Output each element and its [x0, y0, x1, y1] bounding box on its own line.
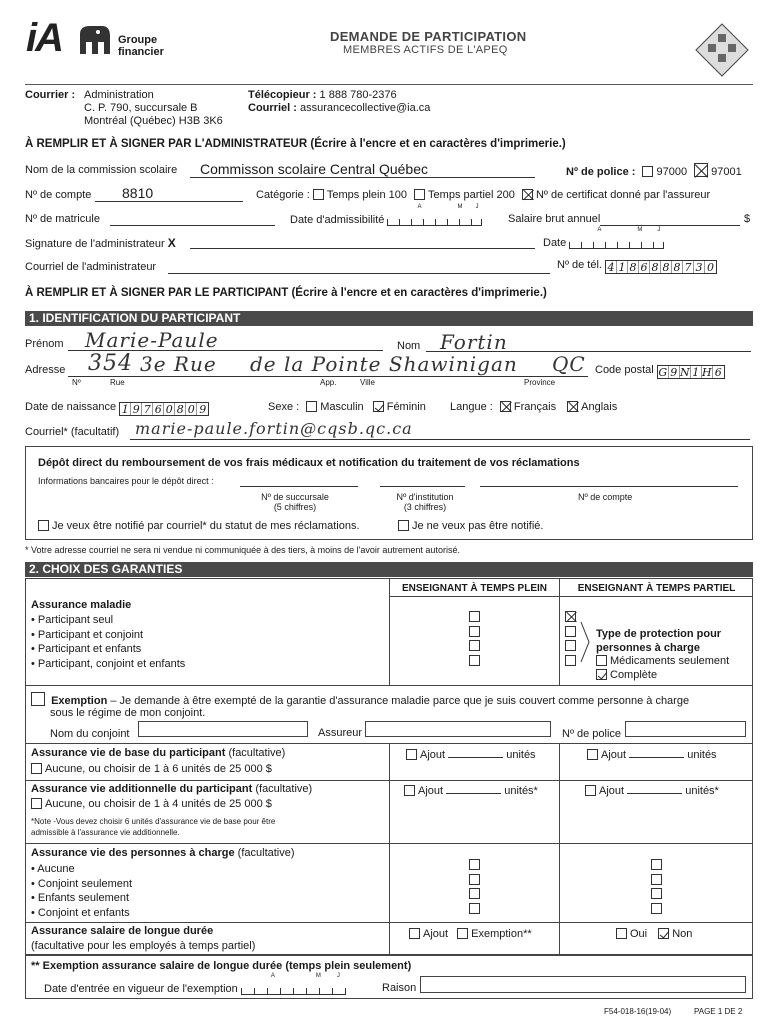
- logo-financier: financier: [118, 46, 164, 58]
- col-divider-1: [389, 578, 390, 685]
- date-m-label: M: [457, 204, 463, 210]
- exemption-title: Exemption: [51, 695, 108, 707]
- adresse-sub-no: Nº: [72, 378, 81, 387]
- notif-yes-checkbox[interactable]: [38, 520, 49, 531]
- dob-digit: 0: [186, 403, 197, 415]
- vie-charge-plein-famille-checkbox[interactable]: [469, 903, 480, 914]
- conjoint-input[interactable]: [138, 721, 308, 737]
- code-postal-char: N: [679, 366, 690, 379]
- notif-no-row: [398, 520, 543, 532]
- tel-row: [557, 259, 717, 274]
- email-label: Courriel :: [248, 102, 297, 114]
- depot-compte-label: Nº de compte: [578, 492, 633, 502]
- protection-complete-label: Complète: [610, 669, 658, 681]
- sig-date-a: A: [597, 227, 602, 233]
- dob-digit: 1: [120, 403, 131, 415]
- maladie-partiel-enfants-checkbox[interactable]: [565, 640, 576, 651]
- ld-oui-label: Oui: [630, 928, 648, 940]
- adresse-line: [68, 376, 588, 377]
- participant-heading-note: (Écrire à l'encre et en caractères d'imprimerie.): [291, 287, 547, 299]
- nom-label: Nom: [397, 340, 421, 352]
- depot-compte-line[interactable]: [480, 486, 738, 487]
- logo-mark: iA: [26, 16, 62, 60]
- maladie-item: • Participant, conjoint et enfants: [31, 657, 186, 670]
- col-divider-lower-1: [389, 743, 390, 955]
- unites-star-label: unités*: [504, 785, 538, 797]
- protection-title: [596, 627, 721, 655]
- vie-base-opt-row: [31, 763, 272, 775]
- vie-add-note-line1: *Note -Vous devez choisir 6 unités d'assurance vie de base pour être: [31, 817, 276, 826]
- assureur-label: Assureur: [318, 727, 363, 739]
- vie-add-aucune-checkbox[interactable]: [31, 798, 42, 809]
- notif-no-checkbox[interactable]: [398, 520, 409, 531]
- sig-date-m: M: [637, 227, 643, 233]
- prenom-value[interactable]: Marie-Paule: [85, 328, 219, 352]
- langue-anglais-checkbox[interactable]: [567, 401, 578, 412]
- ld-raison-input[interactable]: [420, 976, 746, 993]
- page-number: PAGE 1 DE 2: [694, 1007, 743, 1016]
- vie-charge-partiel-conjoint-checkbox[interactable]: [651, 874, 662, 885]
- admin-courriel-label: Courriel de l'administrateur: [25, 261, 157, 273]
- section-2-header: 2. CHOIX DES GARANTIES: [25, 562, 753, 577]
- ajout-label: Ajout: [601, 749, 627, 761]
- vie-charge-partiel-checks: [651, 858, 665, 916]
- dob-digit: 9: [199, 403, 207, 416]
- police-row: [566, 163, 742, 178]
- form-subtitle: MEMBRES ACTIFS DE L'APEQ: [343, 44, 508, 56]
- ajout-label: Ajout: [599, 785, 625, 797]
- courrier-line2: C. P. 790, succursale B: [84, 102, 198, 114]
- adresse-province[interactable]: QC: [552, 352, 586, 376]
- vie-base-partiel-checkbox[interactable]: [587, 749, 598, 760]
- code-postal-char: H: [701, 366, 712, 379]
- sexe-row: [268, 401, 426, 413]
- commission-value[interactable]: Commisson scolaire Central Québec: [200, 161, 428, 177]
- commission-line: [190, 177, 535, 178]
- assureur-input[interactable]: [365, 721, 551, 737]
- vie-add-opt: Aucune, ou choisir de 1 à 4 unités de 25 000 $: [45, 798, 272, 810]
- sexe-label: Sexe :: [268, 401, 300, 413]
- vie-charge-title: Assurance vie des personnes à charge: [31, 847, 235, 859]
- vie-add-title-row: [31, 783, 312, 795]
- courriel-value[interactable]: marie-paule.fortin@cqsb.qc.ca: [135, 419, 413, 438]
- admin-heading-note: (Écrire à l'encre et en caractères d'imprimerie.): [310, 138, 566, 150]
- courrier-line1: Administration: [84, 89, 154, 101]
- tel-digit: 6: [639, 261, 650, 273]
- ld-title: Assurance salaire de longue durée: [31, 925, 214, 937]
- exemption-row: [31, 692, 746, 707]
- prenom-label: Prénom: [25, 338, 64, 350]
- fax-label: Télécopieur :: [248, 89, 317, 101]
- admissibilite-row: [290, 204, 482, 226]
- sexe-masculin-label: Masculin: [320, 401, 364, 413]
- police-97000-label: 97000: [656, 166, 688, 178]
- courriel-line: [130, 439, 750, 440]
- fax-number: 1 888 780-2376: [319, 89, 397, 101]
- ld-non-label: Non: [672, 928, 693, 940]
- form-code: F54-018-16(19-04): [604, 1007, 672, 1016]
- ajout-label: Ajout: [420, 749, 446, 761]
- apeq-seal: [694, 22, 750, 78]
- signature-date-row: [543, 227, 664, 249]
- unites-label: unités: [506, 749, 536, 761]
- ld-partiel-options: [616, 928, 692, 940]
- sig-date-j: J: [657, 227, 661, 233]
- adresse-sub-ville: Ville: [360, 378, 375, 387]
- apeq-seal-icon: [694, 22, 750, 78]
- depot-footnote: * Votre adresse courriel ne sera ni vendue ni communiquée à des tiers, à moins de l'avoir autrement autorisé.: [25, 545, 460, 555]
- succursale-text: Nº de succursale: [261, 492, 329, 502]
- police-97001-label: 97001: [711, 166, 742, 178]
- cat-certificat-checkbox[interactable]: [522, 189, 533, 200]
- vie-charge-partiel-famille-checkbox[interactable]: [651, 903, 662, 914]
- compte-label: Nº de compte: [25, 189, 92, 201]
- langue-row: [450, 401, 617, 413]
- courriel-label: Courriel* (facultatif): [25, 426, 120, 438]
- vie-base-title-row: [31, 747, 285, 759]
- sexe-feminin-label: Féminin: [386, 401, 426, 413]
- header-row-line: [389, 596, 753, 597]
- matricule-line: [110, 225, 275, 226]
- compte-value[interactable]: 8810: [122, 185, 154, 201]
- ajout-label: Ajout: [418, 785, 444, 797]
- police-label: Nº de police :: [566, 166, 636, 178]
- protection-medicaments-checkbox[interactable]: [596, 655, 607, 666]
- row-divider-ld: [25, 922, 753, 923]
- tel-digit: 8: [650, 261, 661, 273]
- ld-exemption-label: Exemption**: [471, 928, 532, 940]
- succursale-sub: (5 chiffres): [273, 502, 317, 512]
- code-postal-char: 9: [669, 366, 680, 378]
- company-logo: [26, 16, 176, 62]
- sexe-feminin-checkbox[interactable]: [373, 401, 384, 412]
- code-postal-char: 6: [714, 366, 722, 379]
- admissibilite-label: Date d'admissibilité: [290, 214, 385, 226]
- date-a-label: A: [417, 204, 422, 210]
- cat-partiel-label: Temps partiel 200: [428, 189, 515, 201]
- section-1-header: 1. IDENTIFICATION DU PARTICIPANT: [25, 311, 753, 326]
- col-partiel-header: ENSEIGNANT À TEMPS PARTIEL: [577, 583, 736, 594]
- vie-base-partiel-ajout: [587, 749, 717, 761]
- sexe-masculin-checkbox[interactable]: [306, 401, 317, 412]
- adresse-sub-app: App.: [320, 378, 337, 387]
- maladie-partiel-conjoint-checkbox[interactable]: [565, 626, 576, 637]
- vie-charge-item: • Enfants seulement: [31, 892, 130, 904]
- tel-digit: 1: [617, 261, 628, 273]
- tel-digit: 4: [606, 261, 617, 273]
- unites-label: unités: [687, 749, 717, 761]
- row-divider-vie-charge: [25, 843, 753, 844]
- salaire-line: [600, 225, 740, 226]
- dob-digit: 9: [131, 403, 142, 415]
- maladie-plein-enfants-checkbox[interactable]: [469, 640, 480, 651]
- vie-base-plein-units-line[interactable]: [448, 757, 503, 758]
- vie-charge-plein-checks: [469, 858, 483, 916]
- participant-heading: [25, 287, 547, 299]
- naissance-label: Date de naissance: [25, 401, 117, 413]
- depot-info-label: Informations bancaires pour le dépôt direct :: [38, 476, 214, 486]
- fax-row: [248, 89, 397, 101]
- vie-charge-plein-enfants-checkbox[interactable]: [469, 888, 480, 899]
- col-plein-header: ENSEIGNANT À TEMPS PLEIN: [401, 583, 547, 594]
- row-divider-vie-add: [25, 780, 753, 781]
- adresse-sub-province: Province: [524, 378, 556, 387]
- protection-title-line2: personnes à charge: [596, 642, 700, 654]
- nom-value[interactable]: Fortin: [440, 330, 508, 354]
- ld-exemption-date-field[interactable]: [241, 973, 346, 995]
- ld-raison-label: Raison: [382, 982, 417, 994]
- maladie-item: • Participant et enfants: [31, 643, 142, 655]
- code-postal-label: Code postal: [595, 364, 654, 376]
- salaire-label: Salaire brut annuel: [508, 213, 601, 225]
- categorie-label: Catégorie :: [256, 189, 310, 201]
- conjoint-label: Nom du conjoint: [50, 728, 130, 740]
- signature-date-field[interactable]: [569, 227, 664, 249]
- maladie-partiel-famille-checkbox[interactable]: [565, 655, 576, 666]
- code-postal-char: 1: [691, 366, 702, 378]
- langue-anglais-label: Anglais: [581, 401, 618, 413]
- exemption-text: – Je demande à être exempté de la garantie d'assurance maladie parce que je suis couvert comme personne à charge: [107, 695, 690, 707]
- vie-add-note-line2: admissible à l'assurance vie additionnelle.: [31, 828, 180, 837]
- elephant-icon: [78, 24, 112, 56]
- email-value: assurancecollective@ia.ca: [299, 102, 431, 114]
- ld-non-checkbox[interactable]: [658, 928, 669, 939]
- tel-digit: 7: [683, 261, 694, 273]
- vie-base-aucune-checkbox[interactable]: [31, 763, 42, 774]
- cat-certificat-label: Nº de certificat donné par l'assureur: [535, 189, 711, 201]
- notif-yes-row: [38, 520, 360, 532]
- col-divider-lower-2: [559, 743, 560, 955]
- maladie-plein-seul-checkbox[interactable]: [469, 611, 480, 622]
- code-postal-char: G: [658, 366, 668, 379]
- admin-courriel-line[interactable]: [168, 273, 550, 274]
- tel-digit: 0: [707, 261, 715, 274]
- exemption-checkbox[interactable]: [31, 692, 45, 706]
- vie-add-plein-checkbox[interactable]: [404, 785, 415, 796]
- bracket-arrow-icon: [579, 620, 595, 664]
- unites-star-label: unités*: [685, 785, 719, 797]
- langue-francais-label: Français: [513, 401, 557, 413]
- ld-date-a: A: [270, 973, 275, 979]
- vie-charge-item: • Conjoint seulement: [31, 877, 133, 890]
- maladie-plein-famille-checkbox[interactable]: [469, 655, 480, 666]
- depot-institution-label: [385, 492, 465, 512]
- notif-yes-label: Je veux être notifié par courriel* du statut de mes réclamations.: [52, 520, 360, 532]
- exemption-text2: sous le régime de mon conjoint.: [50, 707, 206, 719]
- tel-digit: 3: [694, 261, 705, 273]
- signature-date-label: Date: [543, 237, 567, 249]
- police-97001-checkbox[interactable]: [694, 163, 708, 177]
- vie-add-partiel-ajout: [585, 785, 719, 797]
- signature-label-text: Signature de l'administrateur: [25, 238, 165, 250]
- depot-institution-line[interactable]: [380, 486, 465, 487]
- notif-no-label: Je ne veux pas être notifié.: [412, 520, 544, 532]
- ld-date-m: M: [315, 973, 321, 979]
- matricule-label: Nº de matricule: [25, 213, 100, 225]
- code-postal-row: [595, 364, 725, 379]
- adresse-sub-rue: Rue: [110, 378, 125, 387]
- ld-exemption-title: ** Exemption assurance salaire de longue durée (temps plein seulement): [31, 960, 412, 972]
- maladie-partiel-checks: [565, 610, 579, 668]
- vie-charge-plein-aucune-checkbox[interactable]: [469, 859, 480, 870]
- vie-base-plein-ajout: [406, 749, 536, 761]
- vie-charge-partiel-enfants-checkbox[interactable]: [651, 888, 662, 899]
- ld-ajout-label: Ajout: [423, 928, 449, 940]
- vie-charge-list: [31, 862, 132, 920]
- depot-succursale-line[interactable]: [240, 486, 358, 487]
- dob-digit: 8: [175, 403, 186, 415]
- maladie-list: [31, 613, 185, 671]
- vie-add-partiel-units-line[interactable]: [627, 793, 682, 794]
- institution-text: Nº d'institution: [396, 492, 454, 502]
- exemption-police-input[interactable]: [625, 721, 746, 737]
- participant-heading-text: À REMPLIR ET À SIGNER PAR LE PARTICIPANT: [25, 287, 289, 299]
- ld-exemption-date-label: Date d'entrée en vigueur de l'exemption: [44, 983, 238, 995]
- adresse-rue[interactable]: 3e Rue: [140, 352, 217, 376]
- dob-digit: 6: [153, 403, 164, 415]
- adresse-ville[interactable]: de la Pointe Shawinigan: [250, 352, 518, 376]
- email-row: [248, 102, 430, 114]
- maladie-plein-conjoint-checkbox[interactable]: [469, 626, 480, 637]
- vie-base-plein-checkbox[interactable]: [406, 749, 417, 760]
- tel-label: Nº de tél.: [557, 259, 602, 271]
- admin-heading: [25, 138, 566, 150]
- protection-title-line1: Type de protection pour: [596, 628, 722, 640]
- adresse-no[interactable]: 354: [88, 351, 133, 376]
- police-97000-checkbox[interactable]: [642, 166, 653, 177]
- vie-add-plein-units-line[interactable]: [446, 793, 501, 794]
- vie-add-title: Assurance vie additionnelle du participant: [31, 783, 253, 795]
- signature-label: [25, 236, 176, 250]
- courrier-line3: Montréal (Québec) H3B 3K6: [84, 115, 223, 127]
- signature-line[interactable]: [190, 248, 535, 249]
- adresse-label: Adresse: [25, 364, 66, 376]
- ld-sub: (facultative pour les employés à temps partiel): [31, 940, 256, 952]
- categorie-row: [256, 189, 710, 201]
- vie-base-facultative: (facultative): [228, 747, 286, 759]
- vie-charge-plein-conjoint-checkbox[interactable]: [469, 874, 480, 885]
- vie-charge-title-row: [31, 847, 295, 859]
- vie-add-opt-row: [31, 798, 272, 810]
- compte-line: [95, 201, 243, 202]
- ld-oui-checkbox[interactable]: [616, 928, 627, 939]
- protection-opt2-row: [596, 669, 657, 681]
- vie-base-opt: Aucune, ou choisir de 1 à 6 unités de 25 000 $: [45, 763, 272, 775]
- admin-heading-text: À REMPLIR ET À SIGNER PAR L'ADMINISTRATEUR: [25, 138, 308, 150]
- vie-add-note: [31, 816, 275, 838]
- ld-plein-ajout-checkbox[interactable]: [409, 928, 420, 939]
- tel-digit: 8: [628, 261, 639, 273]
- commission-label: Nom de la commission scolaire: [25, 164, 178, 176]
- ld-exemption-date-row: [44, 973, 346, 995]
- langue-label: Langue :: [450, 401, 493, 413]
- naissance-row: [25, 401, 209, 416]
- ld-plein-options: [409, 928, 532, 940]
- vie-charge-item: • Aucune: [31, 863, 75, 875]
- tel-digit: 8: [672, 261, 683, 273]
- admissibilite-date-field[interactable]: [387, 204, 482, 226]
- maladie-item: • Participant seul: [31, 614, 114, 626]
- depot-title: Dépôt direct du remboursement de vos frais médicaux et notification du traitement de vos réclamations: [38, 457, 580, 469]
- vie-add-plein-ajout: [404, 785, 538, 797]
- vie-charge-item: • Conjoint et enfants: [31, 906, 130, 919]
- vie-base-partiel-units-line[interactable]: [629, 757, 684, 758]
- protection-medicaments-label: Médicaments seulement: [610, 655, 730, 667]
- langue-francais-checkbox[interactable]: [500, 401, 511, 412]
- header-divider: [25, 84, 753, 85]
- dob-digit: 7: [142, 403, 153, 415]
- cat-plein-checkbox[interactable]: [313, 189, 324, 200]
- vie-add-partiel-checkbox[interactable]: [585, 785, 596, 796]
- institution-sub: (3 chiffres): [403, 502, 447, 512]
- logo-groupe: Groupe: [118, 34, 158, 46]
- exemption-police-label: Nº de police: [562, 728, 622, 740]
- cat-plein-label: Temps plein 100: [326, 189, 407, 201]
- ld-plein-exemption-checkbox[interactable]: [457, 928, 468, 939]
- maladie-title: Assurance maladie: [31, 599, 132, 611]
- ld-date-j: J: [336, 973, 340, 979]
- code-postal-field[interactable]: [657, 365, 725, 379]
- col-divider-2: [559, 578, 560, 685]
- maladie-item: • Participant et conjoint: [31, 628, 144, 641]
- dob-digit: 0: [164, 403, 175, 415]
- vie-add-facultative: (facultative): [255, 783, 313, 795]
- cat-partiel-checkbox[interactable]: [414, 189, 425, 200]
- signature-mark: X: [167, 236, 176, 250]
- form-title: DEMANDE DE PARTICIPATION: [330, 29, 527, 44]
- tel-field[interactable]: [605, 260, 717, 274]
- tel-digit: 8: [661, 261, 672, 273]
- courrier-label: Courrier :: [25, 89, 76, 101]
- vie-base-title: Assurance vie de base du participant: [31, 747, 226, 759]
- maladie-plein-checks: [469, 610, 483, 668]
- date-j-label: J: [475, 204, 479, 210]
- protection-complete-checkbox[interactable]: [596, 669, 607, 680]
- protection-opt1-row: [596, 655, 729, 667]
- vie-charge-facultative: (facultative): [237, 847, 295, 859]
- row-divider-exemption: [25, 685, 753, 686]
- salaire-unit: $: [744, 213, 751, 225]
- depot-succursale-label: [255, 492, 335, 512]
- vie-charge-partiel-aucune-checkbox[interactable]: [651, 859, 662, 870]
- naissance-field[interactable]: [119, 402, 209, 416]
- maladie-partiel-seul-checkbox[interactable]: [565, 611, 576, 622]
